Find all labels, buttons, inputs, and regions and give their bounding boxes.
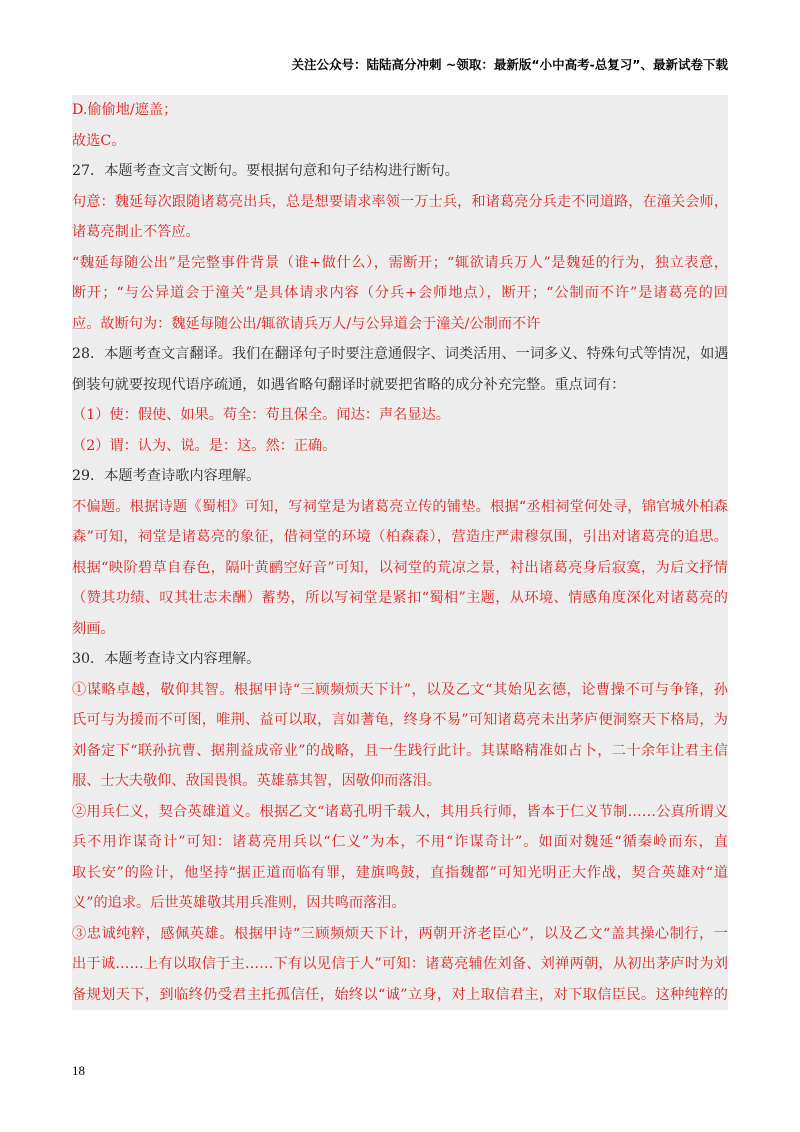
text-line: 出于诚……上有以取信于主……下有以见信于人”可知：诸葛亮辅佐刘备、刘禅两朝，从初出茅庐时为刘: [72, 956, 728, 972]
text-line: ②用兵仁义，契合英雄道义。根据乙文“诸葛孔明千载人，其用兵行师，皆本于仁义节制……公真所谓义: [72, 803, 728, 820]
text-line: 服、士大夫敬仰、敌国畏惧。英雄慕其智，因敬仰而落泪。: [72, 773, 441, 789]
text-line: 刘备定下“联孙抗曹、据荆益成帝业”的战略，且一生践行此计。其谋略精准如占卜，二十余年让君主信: [72, 742, 728, 759]
text-line: 根据“映阶碧草自春色，隔叶黄鹂空好音”可知，以祠堂的荒凉之景，衬出诸葛亮身后寂寞，为后文抒情: [72, 559, 728, 576]
text-line: 森”可知，祠堂是诸葛亮的象征，借祠堂的环境（柏森森），营造庄严肃穆氛围，引出对诸葛亮的追思。: [72, 529, 728, 545]
answer-content: [72, 95, 728, 1010]
page-number: 18: [72, 1063, 85, 1078]
text-line: 故选C。: [72, 132, 126, 149]
text-line: D.偷偷地/遮盖；: [72, 102, 178, 118]
text-line: 取长安”的险计，他坚持“据正道而临有罪，建旗鸣鼓，直指魏都”可知光明正大作战，契合英雄对“道: [72, 864, 728, 881]
page-header: 关注公众号：陆陆高分冲刺 ~领取：最新版“小中高考-总复习”、最新试卷下载: [291, 57, 728, 72]
text-line: 不偏题。根据诗题《蜀相》可知，写祠堂是为诸葛亮立传的铺垫。根据“丞相祠堂何处寻，锦官城外柏森: [72, 498, 728, 515]
text-line: 29．本题考查诗歌内容理解。: [72, 468, 261, 484]
text-line: 诸葛亮制止不答应。: [72, 224, 200, 240]
text-line: 刻画。: [72, 620, 115, 637]
text-line: ③忠诚纯粹，感佩英雄。根据甲诗“三顾频烦天下计，两朝开济老臣心”，以及乙文“盖其操心制行，一: [72, 925, 728, 942]
text-line: 句意：魏延每次跟随诸葛亮出兵，总是想要请求率领一万士兵，和诸葛亮分兵走不同道路，在潼关会师，: [72, 193, 728, 210]
text-line: 兵不用诈谋奇计”可知：诸葛亮用兵以“仁义”为本，不用“诈谋奇计”。如面对魏延“循秦岭而东，直: [72, 834, 728, 850]
text-line: （1）使：假使、如果。苟全：苟且保全。闻达：声名显达。: [72, 407, 450, 423]
text-line: 28．本题考查文言翻译。我们在翻译句子时要注意通假字、词类活用、一词多义、特殊句式等情况，如遇: [72, 346, 728, 362]
text-line: 断开；“与公异道会于潼关”是具体请求内容（分兵+会师地点），断开；“公制而不许”是诸葛亮的回: [72, 285, 728, 301]
text-line: 30．本题考查诗文内容理解。: [72, 651, 261, 667]
text-line: 氏可与为援而不可图，唯荆、益可以取，言如蓍龟，终身不易”可知诸葛亮未出茅庐便洞察天下格局，为: [72, 712, 728, 728]
text-line: 义”的追求。后世英雄敬其用兵准则，因共鸣而落泪。: [72, 895, 406, 911]
text-line: 应。故断句为：魏延每随公出/辄欲请兵万人/与公异道会于潼关/公制而不许: [72, 315, 541, 332]
text-line: （2）谓：认为、说。是：这。然：正确。: [72, 437, 337, 454]
text-line: 备规划天下，到临终仍受君主托孤信任，始终以“诚”立身，对上取信君主，对下取信臣民。这种纯粹的: [72, 986, 728, 1003]
text-line: 倒装句就要按现代语序疏通，如遇省略句翻译时就要把省略的成分补充完整。重点词有：: [72, 376, 626, 393]
text-line: “魏延每随公出”是完整事件背景（谁+做什么），需断开；“辄欲请兵万人”是魏延的行为，独立表意，: [72, 254, 728, 271]
text-line: 27．本题考查文言文断句。要根据句意和句子结构进行断句。: [72, 163, 459, 179]
text-line: ①谋略卓越，敬仰其智。根据甲诗“三顾频烦天下计”，以及乙文“其始见玄德，论曹操不可与争锋，孙: [72, 681, 728, 698]
text-line: （赞其功绩、叹其壮志未酬）蓄势，所以写祠堂是紧扣“蜀相”主题，从环境、情感角度深化对诸葛亮的: [72, 590, 728, 606]
